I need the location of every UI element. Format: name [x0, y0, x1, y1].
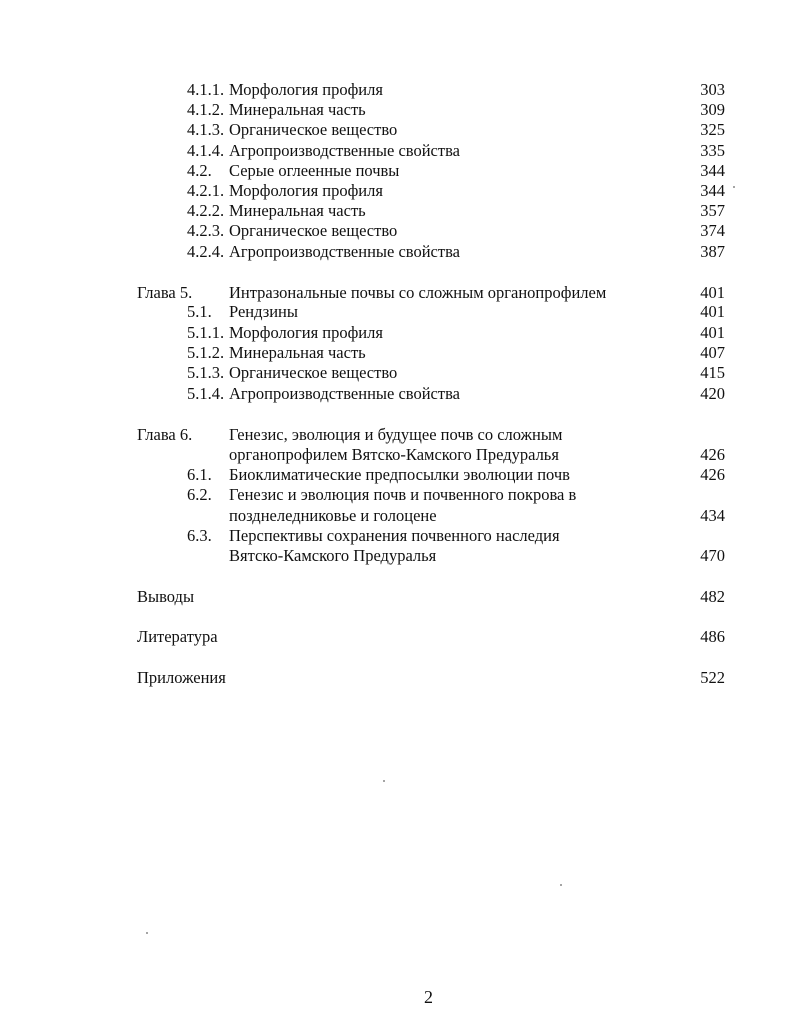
toc-entry-title: органопрофилем Вятско-Камского Предуралья	[229, 445, 559, 464]
toc-section-entry	[137, 627, 725, 647]
toc-entry-number: 4.1.1.	[187, 80, 225, 99]
toc-entry-continuation	[187, 546, 725, 566]
toc-entry-title: Перспективы сохранения почвенного наследия	[229, 526, 560, 545]
toc-entry-number: 5.1.3.	[187, 363, 225, 382]
toc-entry-title: позднеледниковье и голоцене	[229, 506, 437, 525]
toc-entry-title: Агропроизводственные свойства	[229, 384, 460, 403]
toc-entry-title: Рендзины	[229, 302, 298, 321]
toc-entry-page: 401	[700, 302, 725, 321]
toc-entry	[187, 465, 725, 485]
toc-entry-title: Морфология профиля	[229, 323, 383, 342]
toc-section-entry	[137, 587, 725, 607]
toc-entry-page: 401	[700, 283, 725, 302]
toc-entry-title: Органическое вещество	[229, 221, 398, 240]
toc-entry-number: 4.1.3.	[187, 120, 225, 139]
toc-entry-page: 470	[700, 546, 725, 565]
toc-entry-title: Генезис и эволюция почв и почвенного покрова в	[229, 485, 577, 504]
toc-entry-page: 344	[700, 161, 725, 180]
toc-entry-page: 482	[700, 587, 725, 606]
toc-entry	[187, 384, 725, 404]
toc-entry-title: Серые оглеенные почвы	[229, 161, 400, 180]
page-number: 2	[424, 987, 433, 1007]
toc-entry	[187, 323, 725, 343]
toc-entry-page: 522	[700, 668, 725, 687]
toc-entry-number: Глава 6.	[137, 425, 193, 444]
toc-entry-number: 5.1.2.	[187, 343, 225, 362]
toc-entry	[187, 343, 725, 363]
toc-entry	[187, 80, 725, 100]
toc-entry-number: 4.2.	[187, 161, 212, 180]
toc-entry-number: 4.2.1.	[187, 181, 225, 200]
toc-entry-title: Органическое вещество	[229, 363, 398, 382]
toc-entry-number: 4.2.4.	[187, 242, 225, 261]
toc-entry-title: Органическое вещество	[229, 120, 398, 139]
toc-entry	[187, 100, 725, 120]
toc-entry	[187, 485, 725, 505]
toc-entry-continuation	[187, 506, 725, 526]
toc-entry	[187, 120, 725, 140]
toc-entry	[187, 221, 725, 241]
toc-entry-page: 407	[700, 343, 725, 362]
toc-entry-page: 344	[700, 181, 725, 200]
toc-entry-number: 5.1.1.	[187, 323, 225, 342]
toc-entry-number: Глава 5.	[137, 283, 193, 302]
toc-chapter-entry	[137, 283, 725, 303]
toc-entry-title: Выводы	[137, 587, 195, 606]
toc-section-entry	[137, 668, 725, 688]
toc-entry	[187, 526, 725, 546]
toc-entry-title: Морфология профиля	[229, 181, 383, 200]
toc-entry-number: 5.1.4.	[187, 384, 225, 403]
toc-entry-number: 4.2.2.	[187, 201, 225, 220]
toc-entry-title: Агропроизводственные свойства	[229, 242, 460, 261]
toc-entry-number: 4.1.2.	[187, 100, 225, 119]
toc-entry-page: 387	[700, 242, 725, 261]
toc-entry	[187, 161, 725, 181]
toc-entry-title: Минеральная часть	[229, 201, 366, 220]
toc-entry-number: 4.1.4.	[187, 141, 225, 160]
scan-speck	[146, 932, 148, 934]
toc-entry-title: Минеральная часть	[229, 100, 366, 119]
toc-entry-title: Биоклиматические предпосылки эволюции почв	[229, 465, 570, 484]
toc-entry-title: Морфология профиля	[229, 80, 383, 99]
toc-entry-title: Литература	[137, 627, 218, 646]
toc-entry-page: 325	[700, 120, 725, 139]
toc-entry-page: 357	[700, 201, 725, 220]
toc-entry	[187, 302, 725, 322]
toc-entry	[187, 242, 725, 262]
toc-entry-page: 420	[700, 384, 725, 403]
toc-entry-page: 426	[700, 465, 725, 484]
toc-entry-title: Минеральная часть	[229, 343, 366, 362]
toc-entry-title: Агропроизводственные свойства	[229, 141, 460, 160]
toc-entry-number: 6.1.	[187, 465, 212, 484]
scan-speck	[383, 780, 385, 782]
toc-entry-page: 303	[700, 80, 725, 99]
toc-entry	[187, 181, 725, 201]
toc-entry-number: 6.3.	[187, 526, 212, 545]
toc-entry-page: 486	[700, 627, 725, 646]
scan-speck	[560, 884, 562, 886]
toc-entry	[187, 141, 725, 161]
toc-entry-title: Приложения	[137, 668, 226, 687]
toc-entry-page: 426	[700, 445, 725, 464]
scan-speck	[733, 186, 735, 188]
toc-entry	[187, 201, 725, 221]
toc-entry-page: 401	[700, 323, 725, 342]
toc-entry-page: 309	[700, 100, 725, 119]
toc-entry-title: Интразональные почвы со сложным органопрофилем	[229, 283, 607, 302]
toc-entry-page: 434	[700, 506, 725, 525]
toc-entry-title: Вятско-Камского Предуралья	[229, 546, 437, 565]
toc-entry-number: 6.2.	[187, 485, 212, 504]
toc-entry-number: 5.1.	[187, 302, 212, 321]
toc-entry-continuation	[137, 445, 725, 465]
toc-entry-page: 335	[700, 141, 725, 160]
toc-entry-number: 4.2.3.	[187, 221, 225, 240]
toc-entry	[187, 363, 725, 383]
toc-entry-title: Генезис, эволюция и будущее почв со сложным	[229, 425, 563, 444]
toc-entry-page: 415	[700, 363, 725, 382]
toc-chapter-entry	[137, 425, 725, 445]
toc-entry-page: 374	[700, 221, 725, 240]
